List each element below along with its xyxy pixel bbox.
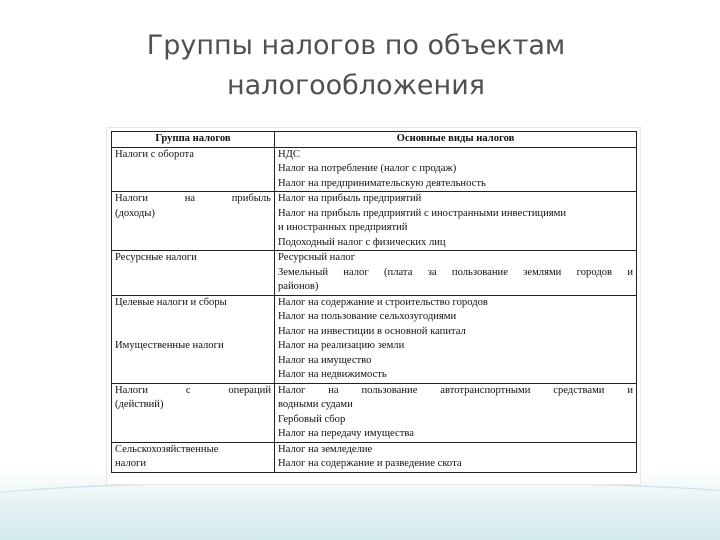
tax-item: Налог на пользование сельхозугодиями [278,311,457,322]
group-label: Целевые налоги и сборы [115,296,227,308]
taxes-cell [275,251,637,296]
header-main-taxes: Основные виды налогов [275,132,637,148]
taxes-cell [275,147,637,192]
tax-item: Налог на передачу имущества [278,428,414,439]
group-cell [112,251,275,296]
tax-item: Налог на пользование автотранспортными средствами и [278,384,633,396]
table-row [112,383,637,442]
group-cell [112,442,275,472]
group-label: Ресурсные налоги [115,252,197,263]
group-label: Сельскохозяйственные [115,443,219,455]
tax-item: и иностранных предприятий [278,222,408,233]
tax-item: Налог на содержание и разведение скота [278,458,462,469]
tax-table-image [107,128,640,484]
group-label: Налоги с оборота [115,148,194,160]
group-label: Налоги на прибыль [115,193,271,204]
table-row [112,442,637,472]
group-cell [112,147,275,192]
tax-item: водными судами [278,399,353,410]
tax-item: НДС [278,148,300,160]
tax-item: Налог на земледелие [278,443,373,455]
table-row [112,295,637,383]
table-row [112,147,637,192]
slide-title [0,26,720,106]
tax-item: Подоходный налог с физических лиц [278,236,446,248]
group-label: налоги [115,458,147,469]
tax-item: Ресурсный налог [278,252,356,263]
group-cell [112,192,275,251]
group-spacer [115,310,271,339]
group-cell [112,295,275,383]
taxes-cell [275,383,637,442]
tax-item: Налог на прибыль предприятий [278,193,422,204]
taxes-cell [275,192,637,251]
background-wave-line [0,480,720,522]
header-tax-group: Группа налогов [112,132,275,148]
group-label: Налоги с операций [115,384,271,396]
tax-item: Налог на недвижимость [278,369,387,380]
tax-item: Налог на реализацию земли [278,340,405,351]
table-row [112,251,637,296]
tax-item: Налог на потребление (налог с продаж) [278,163,457,174]
group-label: Имущественные налоги [115,340,224,351]
tax-item: Земельный налог (плата за пользование землями городов и [278,266,633,278]
tax-item: Налог на имущество [278,354,372,366]
tax-item: Налог на предпринимательскую деятельность [278,177,486,189]
group-label: (доходы) [115,207,155,219]
tax-item: районов) [278,281,319,292]
taxes-cell [275,295,637,383]
table-row [112,192,637,251]
tax-item: Налог на содержание и строительство городов [278,296,488,308]
taxes-cell [275,442,637,472]
tax-item: Налог на инвестиции в основной капитал [278,325,466,337]
tax-item: Налог на прибыль предприятий с иностранными инвестициями [278,207,567,219]
slide-title-line-2: налогообложения [226,70,485,101]
group-label: (действий) [115,399,164,410]
group-cell [112,383,275,442]
tax-item: Гербовый сбор [278,413,346,425]
table-header-row [112,132,637,148]
tax-groups-table [111,131,637,473]
slide-title-line-1: Группы налогов по объектам [146,30,566,61]
